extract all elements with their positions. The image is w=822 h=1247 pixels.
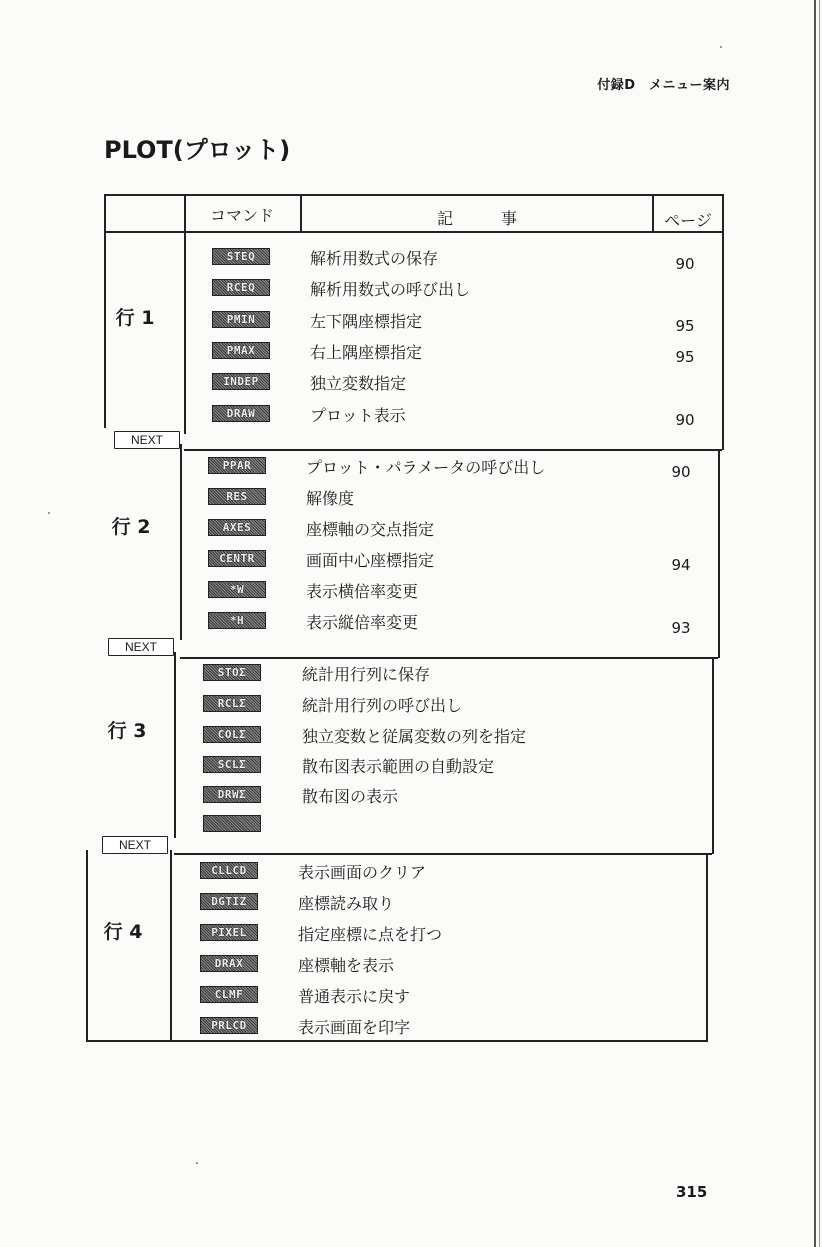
page-reference: 93: [671, 619, 691, 637]
command-description: 座標軸の交点指定: [306, 520, 435, 539]
softkey-2-2: RES: [208, 488, 266, 505]
softkey-4-4: DRAX: [200, 955, 258, 972]
command-description: 画面中心座標指定: [306, 551, 435, 570]
page-reference: 90: [675, 255, 695, 273]
command-description: プロット・パラメータの呼び出し: [306, 458, 546, 477]
next-key: NEXT: [114, 431, 180, 449]
section-title: PLOT(プロット): [104, 136, 291, 164]
row-label-3: 行 3: [107, 720, 147, 742]
header-page: ページ: [664, 211, 712, 230]
column-rule-label-2: [180, 444, 182, 640]
page-reference: 90: [675, 411, 695, 429]
header-command: コマンド: [209, 206, 274, 225]
softkey-4-3: PIXEL: [200, 924, 258, 941]
command-description: 表示画面を印字: [298, 1018, 411, 1037]
table-right-rule: [722, 194, 724, 450]
row-label-1: 行 1: [115, 307, 155, 329]
command-description: 解析用数式の呼び出し: [310, 280, 471, 299]
table-right-rule-4: [706, 854, 708, 1042]
next-key: NEXT: [108, 638, 174, 656]
column-rule-label-3: [174, 652, 176, 838]
softkey-2-4: CENTR: [208, 550, 266, 567]
softkey-3-4: SCLΣ: [203, 756, 261, 773]
command-description: 表示縦倍率変更: [306, 613, 419, 632]
page-reference: 95: [675, 348, 695, 366]
group-divider-3: [174, 853, 712, 855]
page-reference: 94: [671, 556, 691, 574]
group-divider-2: [180, 657, 718, 659]
softkey-1-3: PMIN: [212, 311, 270, 328]
page-reference: 90: [671, 463, 691, 481]
command-description: 表示横倍率変更: [306, 582, 419, 601]
command-description: プロット表示: [310, 406, 406, 425]
command-description: 座標軸を表示: [298, 956, 395, 975]
left-rule-lower: [86, 850, 88, 1042]
next-key: NEXT: [102, 836, 168, 854]
scan-speck: [720, 46, 722, 48]
table-top-rule: [104, 194, 724, 196]
column-rule-label: [184, 194, 186, 434]
softkey-3-5: DRWΣ: [203, 786, 261, 803]
softkey-1-4: PMAX: [212, 342, 270, 359]
softkey-1-5: INDEP: [212, 373, 270, 390]
softkey-4-2: DGTIZ: [200, 893, 258, 910]
column-rule-label-4: [170, 850, 172, 1042]
softkey-2-3: AXES: [208, 519, 266, 536]
softkey-2-1: PPAR: [208, 457, 266, 474]
softkey-2-6: *H: [208, 612, 266, 629]
table-right-rule-3: [712, 658, 714, 854]
scan-speck: [48, 512, 50, 514]
command-description: 右上隅座標指定: [310, 343, 423, 362]
header-article: 記 事: [436, 209, 517, 228]
softkey-3-2: RCLΣ: [203, 695, 261, 712]
softkey-1-1: STEQ: [212, 248, 270, 265]
command-description: 散布図表示範囲の自動設定: [302, 757, 495, 776]
command-description: 統計用行列の呼び出し: [302, 696, 463, 715]
command-description: 統計用行列に保存: [302, 665, 431, 684]
command-description: 左下隅座標指定: [310, 312, 423, 331]
softkey-4-5: CLMF: [200, 986, 258, 1003]
softkey-1-2: RCEQ: [212, 279, 270, 296]
scan-speck: [196, 1162, 198, 1164]
table-right-rule-2: [718, 450, 720, 658]
command-description: 指定座標に点を打つ: [298, 925, 443, 944]
running-head: 付録D メニュー案内: [597, 78, 730, 93]
softkey-2-5: *W: [208, 581, 266, 598]
command-description: 独立変数指定: [310, 374, 407, 393]
command-description: 散布図の表示: [302, 787, 399, 806]
header-bottom-rule: [104, 231, 724, 233]
command-description: 解析用数式の保存: [310, 249, 439, 268]
page-reference: 95: [675, 317, 695, 335]
command-description: 独立変数と従属変数の列を指定: [302, 727, 527, 746]
command-description: 普通表示に戻す: [298, 987, 411, 1006]
softkey-3-1: STOΣ: [203, 664, 261, 681]
softkey-4-6: PRLCD: [200, 1017, 258, 1034]
softkey-3-3: COLΣ: [203, 726, 261, 743]
table-left-rule-lower: [86, 1040, 706, 1042]
command-description: 表示画面のクリア: [298, 863, 427, 882]
softkey-1-6: DRAW: [212, 405, 270, 422]
row-label-4: 行 4: [103, 921, 143, 943]
command-description: 座標読み取り: [298, 894, 395, 913]
command-description: 解像度: [306, 489, 355, 508]
softkey-3-6: [203, 815, 261, 832]
page-number: 315: [676, 1183, 708, 1201]
group-divider-1: [184, 449, 722, 451]
softkey-4-1: CLLCD: [200, 862, 258, 879]
row-label-2: 行 2: [111, 516, 151, 538]
